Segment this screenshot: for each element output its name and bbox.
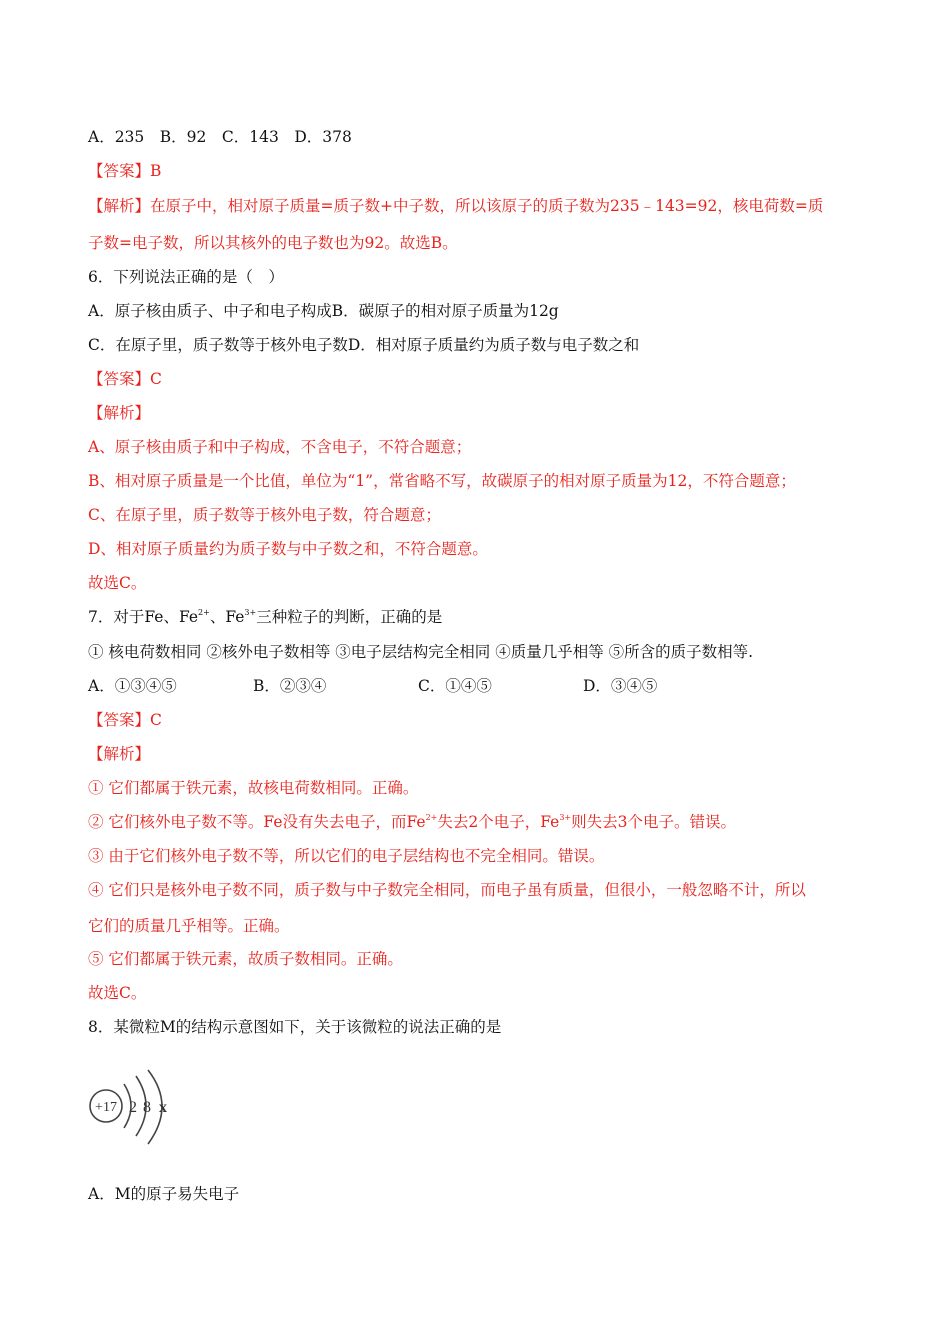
analysis-text: 在原子中，相对原子质量=质子数+中子数，所以该原子的质子数为235﹣143=92，核电荷数=质 — [150, 197, 824, 215]
q7-option-d: D．③④⑤ — [583, 677, 658, 695]
charge-superscript: 2+ — [425, 813, 438, 822]
answer-tag: 【答案】 — [88, 370, 151, 388]
q7-stem — [88, 607, 442, 627]
q7-analysis-4-line1: ④ 它们只是核外电子数不同，质子数与中子数完全相同，而电子虽有质量，但很小，一般忽略不计，所以 — [88, 881, 806, 899]
answer-value: C — [150, 711, 162, 729]
q7-option-b: B．②③④ — [253, 677, 327, 695]
shell-2-electrons: 8 — [143, 1099, 151, 1116]
q8-stem: 8．某微粒M的结构示意图如下，关于该微粒的说法正确的是 — [88, 1018, 502, 1036]
q7-statements: ① 核电荷数相同 ②核外电子数相等 ③电子层结构完全相同 ④质量几乎相等 ⑤所含的质子数相等. — [88, 643, 754, 661]
charge-superscript: 3+ — [559, 813, 572, 822]
q7-conclusion: 故选C。 — [88, 984, 147, 1002]
q7-analysis-4-line2: 它们的质量几乎相等。正确。 — [88, 917, 290, 935]
q6-analysis-tag: 【解析】 — [88, 404, 151, 422]
charge-superscript: 2+ — [198, 608, 210, 617]
q7-answer — [88, 710, 162, 730]
analysis-text: ② 它们核外电子数不等。Fe没有失去电子，而Fe — [88, 813, 426, 831]
stem-text: 三种粒子的判断，正确的是 — [256, 608, 443, 626]
shell-1-electrons: 2 — [129, 1099, 137, 1116]
q7-option-a: A．①③④⑤ — [88, 677, 177, 695]
q6-analysis-b: B、相对原子质量是一个比值，单位为“1”，常省略不写，故碳原子的相对原子质量为12，不符合题意； — [88, 472, 796, 490]
shell-3-electrons: x — [159, 1099, 167, 1116]
q7-analysis-5: ⑤ 它们都属于铁元素，故质子数相同。正确。 — [88, 950, 403, 968]
q5-analysis-line2: 子数=电子数，所以其核外的电子数也为92。故选B。 — [88, 234, 458, 252]
analysis-text: 失去2个电子，Fe — [437, 813, 560, 831]
q5-analysis-line1 — [88, 196, 823, 216]
stem-text: 、Fe — [209, 608, 245, 626]
answer-value: B — [150, 162, 162, 180]
q6-stem: 6．下列说法正确的是（ ） — [88, 268, 284, 286]
atomic-structure-diagram — [86, 1068, 186, 1168]
q6-options-ab: A．原子核由质子、中子和电子构成B．碳原子的相对原子质量为12g — [88, 302, 559, 320]
q5-options: A．235 B．92 C．143 D．378 — [88, 128, 352, 146]
analysis-text: 则失去3个电子。错误。 — [571, 813, 737, 831]
answer-value: C — [150, 370, 162, 388]
stem-text: 7．对于Fe、Fe — [88, 608, 199, 626]
q6-analysis-d: D、相对原子质量约为质子数与中子数之和，不符合题意。 — [88, 540, 488, 558]
q7-analysis-3: ③ 由于它们核外电子数不等，所以它们的电子层结构也不完全相同。错误。 — [88, 847, 605, 865]
q7-option-c: C．①④⑤ — [418, 677, 492, 695]
q6-answer — [88, 369, 162, 389]
q7-analysis-tag: 【解析】 — [88, 745, 151, 763]
q7-analysis-1: ① 它们都属于铁元素，故核电荷数相同。正确。 — [88, 779, 419, 797]
answer-tag: 【答案】 — [88, 162, 151, 180]
q6-analysis-c: C、在原子里，质子数等于核外电子数，符合题意； — [88, 506, 441, 524]
q7-analysis-2 — [88, 812, 736, 832]
answer-tag: 【答案】 — [88, 711, 151, 729]
q6-analysis-a: A、原子核由质子和中子构成，不含电子，不符合题意； — [88, 438, 472, 456]
q6-options-cd: C．在原子里，质子数等于核外电子数D．相对原子质量约为质子数与电子数之和 — [88, 336, 640, 354]
q6-conclusion: 故选C。 — [88, 574, 147, 592]
analysis-tag: 【解析】 — [88, 197, 151, 215]
nucleus-charge: +17 — [95, 1100, 117, 1115]
q8-option-a: A．M的原子易失电子 — [88, 1185, 240, 1203]
q5-answer — [88, 161, 161, 181]
charge-superscript: 3+ — [244, 608, 257, 617]
